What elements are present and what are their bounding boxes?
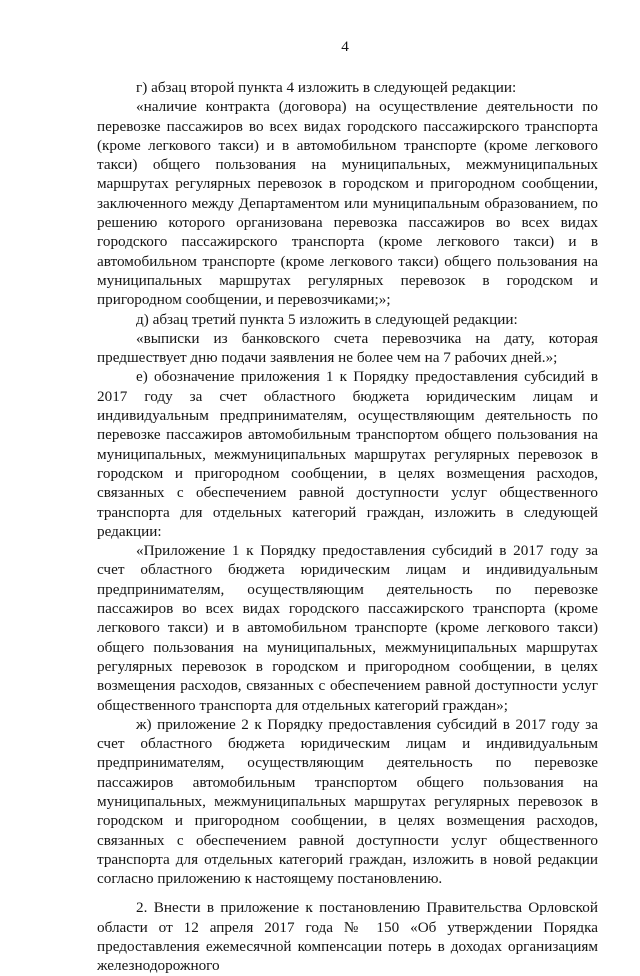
paragraph-item-d: д) абзац третий пункта 5 изложить в следующей редакции: bbox=[136, 310, 518, 328]
paragraph-bank-statement-quote: «выписки из банковского счета перевозчика на дату, которая предшествует дню подачи заявления не более чем на 7 рабочих дней.»; bbox=[97, 329, 598, 367]
paragraph-item-e: е) обозначение приложения 1 к Порядку предоставления субсидий в 2017 году за счет областного бюджета юридическим лицам и индивидуальным предпринимателям, осуществляющим деятельность по перевозке пассажиров автомобильным транспортом общего пользования на муниципальных, межмуниципальных маршрутах регулярных перевозок в городском и пригородном сообщении, в целях возмещения расходов, связанных с обеспечением равной доступности услуг общественного транспорта для отдельных категорий граждан, изложить в следующей редакции: bbox=[97, 368, 598, 540]
paragraph-appendix-1-quote: «Приложение 1 к Порядку предоставления субсидий в 2017 году за счет областного бюджета юридическим лицам и индивидуальным предпринимателям, осуществляющим деятельность по перевозке пассажиров во всех видах городского пассажирского транспорта (кроме легкового такси) и в автомобильном транспорте (кроме легкового такси) общего пользования на муниципальных, межмуниципальных маршрутах регулярных перевозок в городском и пригородном сообщении, в целях возмещения расходов, связанных с обеспечением равной доступности услуг общественного транспорта для отдельных категорий граждан»; bbox=[97, 542, 598, 714]
page-number: 4 bbox=[341, 38, 349, 55]
document-body bbox=[97, 78, 598, 976]
paragraph-section-2: 2. Внести в приложение к постановлению Правительства Орловской области от 12 апреля 2017 года № 150 «Об утверждении Порядка предоставления ежемесячной компенсации потерь в доходах организациям железнодорожного bbox=[97, 899, 598, 975]
paragraph-contract-quote: «наличие контракта (договора) на осуществление деятельности по перевозке пассажиров во всех видах городского пассажирского транспорта (кроме легкового такси) и в автомобильном транспорте (кроме легкового такси) общего пользования на муниципальных, межмуниципальных маршрутах регулярных перевозок в городском и пригородном сообщении, заключенного между Департаментом или муниципальным образованием, по решению которого организована перевозка пассажиров во всех видах городского пассажирского транспорта (кроме легкового такси) и в автомобильном транспорте (кроме легкового такси) общего пользования на муниципальных маршрутах регулярных перевозок в городском и пригородном сообщении, и перевозчиками;»; bbox=[97, 98, 598, 309]
paragraph-item-g: г) абзац второй пункта 4 изложить в следующей редакции: bbox=[136, 79, 517, 96]
paragraph-item-zh: ж) приложение 2 к Порядку предоставления субсидий в 2017 году за счет областного бюджета юридическим лицам и индивидуальным предпринимателям, осуществляющим деятельность по перевозке пассажиров автомобильным транспортом общего пользования на муниципальных, межмуниципальных маршрутах регулярных перевозок в городском и пригородном сообщении, в целях возмещения расходов, связанных с обеспечением равной доступности услуг общественного транспорта для отдельных категорий граждан, изложить в новой редакции согласно приложению к настоящему постановлению. bbox=[97, 715, 598, 888]
